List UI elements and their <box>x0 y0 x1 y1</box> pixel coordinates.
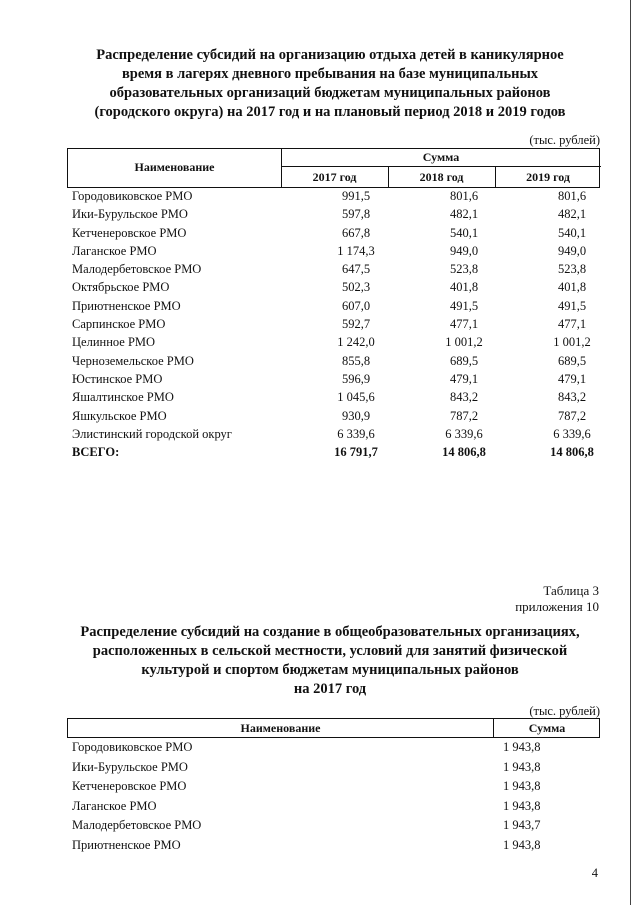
table2-units: (тыс. рублей) <box>529 704 600 718</box>
row-name: Сарпинское РМО <box>72 317 166 332</box>
value-2017: 6 339,6 <box>337 426 375 441</box>
total-2018: 14 806,8 <box>442 445 486 460</box>
row-name: Элистинский городской округ <box>72 426 232 441</box>
value-2018: 491,5 <box>449 298 479 313</box>
value-2018: 1 001,2 <box>445 335 483 350</box>
row-value: 1 943,7 <box>503 818 541 833</box>
table2-title-line: Распределение субсидий на создание в общеобразовательных организациях, <box>80 624 580 640</box>
row-name: Городовиковское РМО <box>72 740 193 754</box>
row-name: Юстинское РМО <box>72 371 163 386</box>
value-2018: 949,0 <box>449 243 479 258</box>
value-2017: 502,3 <box>341 280 371 295</box>
value-2019: 689,5 <box>557 353 587 368</box>
header-name: Наименование <box>240 721 321 735</box>
row-name: Яшкульское РМО <box>72 408 167 423</box>
row-name: Ики-Бурульское РМО <box>72 759 188 774</box>
value-2018: 482,1 <box>449 207 479 222</box>
table1-title-line: время в лагерях дневного пребывания на базе муниципальных <box>121 66 539 82</box>
header-sum: Сумма <box>528 721 566 735</box>
value-2017: 991,5 <box>341 189 371 203</box>
value-2018: 843,2 <box>449 390 479 405</box>
value-2019: 523,8 <box>557 262 587 277</box>
header-year-2018: 2018 год <box>419 170 464 184</box>
table2-header <box>67 718 600 738</box>
value-2018: 787,2 <box>449 408 479 423</box>
value-2018: 401,8 <box>449 280 479 295</box>
table1-title-line: (городского округа) на 2017 год и на плановый период 2018 и 2019 годов <box>94 104 566 120</box>
row-name: Малодербетовское РМО <box>72 262 202 277</box>
table1-units: (тыс. рублей) <box>529 133 600 147</box>
value-2017: 1 174,3 <box>337 243 375 258</box>
value-2018: 540,1 <box>449 225 479 240</box>
value-2018: 801,6 <box>449 189 479 203</box>
header-name: Наименование <box>134 160 215 174</box>
value-2018: 6 339,6 <box>445 426 483 441</box>
row-name: Кетченеровское РМО <box>72 225 187 240</box>
value-2017: 597,8 <box>341 207 371 222</box>
row-value: 1 943,8 <box>503 779 541 794</box>
value-2018: 689,5 <box>449 353 479 368</box>
table2-title <box>60 623 600 699</box>
row-name: Городовиковское РМО <box>72 189 193 203</box>
row-value: 1 943,8 <box>503 798 541 813</box>
value-2019: 1 001,2 <box>553 335 591 350</box>
table2-title-line: культурой и спортом бюджетам муниципальных районов <box>141 662 519 678</box>
row-name: Лаганское РМО <box>72 798 157 813</box>
table2-title-line: расположенных в сельской местности, условий для занятий физической <box>92 643 568 659</box>
row-name: Ики-Бурульское РМО <box>72 207 188 222</box>
value-2018: 523,8 <box>449 262 479 277</box>
table-number: Таблица 3 <box>543 583 599 598</box>
appendix-ref: приложения 10 <box>515 599 599 614</box>
table2-title-line: на 2017 год <box>293 681 367 697</box>
value-2019: 491,5 <box>557 298 587 313</box>
total-label: ВСЕГО: <box>72 445 120 460</box>
table-note <box>515 583 599 615</box>
table1-title-line: образовательных организаций бюджетам муниципальных районов <box>109 85 551 101</box>
row-name: Приютненское РМО <box>72 837 181 852</box>
row-value: 1 943,8 <box>503 837 541 852</box>
total-2017: 16 791,7 <box>334 445 378 460</box>
table1-header <box>67 148 600 188</box>
value-2017: 1 045,6 <box>337 390 375 405</box>
row-name: Яшалтинское РМО <box>72 390 174 405</box>
value-2017: 667,8 <box>341 225 371 240</box>
value-2019: 401,8 <box>557 280 587 295</box>
row-name: Целинное РМО <box>72 335 156 350</box>
header-divider <box>281 166 601 167</box>
row-name: Приютненское РМО <box>72 298 181 313</box>
value-2017: 607,0 <box>341 298 371 313</box>
header-year-2019: 2019 год <box>526 170 570 184</box>
value-2019: 479,1 <box>557 371 587 386</box>
page-number: 4 <box>591 866 598 880</box>
row-name: Октябрьское РМО <box>72 280 170 295</box>
value-2019: 482,1 <box>557 207 587 222</box>
table1-title-line: Распределение субсидий на организацию отдыха детей в каникулярное <box>96 47 564 63</box>
value-2017: 596,9 <box>341 371 371 386</box>
value-2018: 477,1 <box>449 317 479 332</box>
value-2019: 477,1 <box>557 317 587 332</box>
table1-title <box>60 46 600 122</box>
value-2017: 1 242,0 <box>337 335 375 350</box>
row-name: Черноземельское РМО <box>72 353 194 368</box>
header-sum: Сумма <box>422 150 460 164</box>
total-2019: 14 806,8 <box>550 445 594 460</box>
header-year-2017: 2017 год <box>312 170 357 184</box>
row-name: Лаганское РМО <box>72 243 157 258</box>
value-2017: 855,8 <box>341 353 371 368</box>
value-2019: 540,1 <box>557 225 587 240</box>
value-2019: 801,6 <box>557 189 587 203</box>
page-edge-line <box>630 0 631 905</box>
value-2018: 479,1 <box>449 371 479 386</box>
value-2017: 930,9 <box>341 408 371 423</box>
row-value: 1 943,8 <box>503 759 541 774</box>
value-2017: 592,7 <box>341 317 371 332</box>
value-2019: 787,2 <box>557 408 587 423</box>
row-value: 1 943,8 <box>503 740 541 754</box>
value-2019: 843,2 <box>557 390 587 405</box>
value-2017: 647,5 <box>341 262 371 277</box>
value-2019: 949,0 <box>557 243 587 258</box>
row-name: Малодербетовское РМО <box>72 818 202 833</box>
row-name: Кетченеровское РМО <box>72 779 187 794</box>
value-2019: 6 339,6 <box>553 426 591 441</box>
